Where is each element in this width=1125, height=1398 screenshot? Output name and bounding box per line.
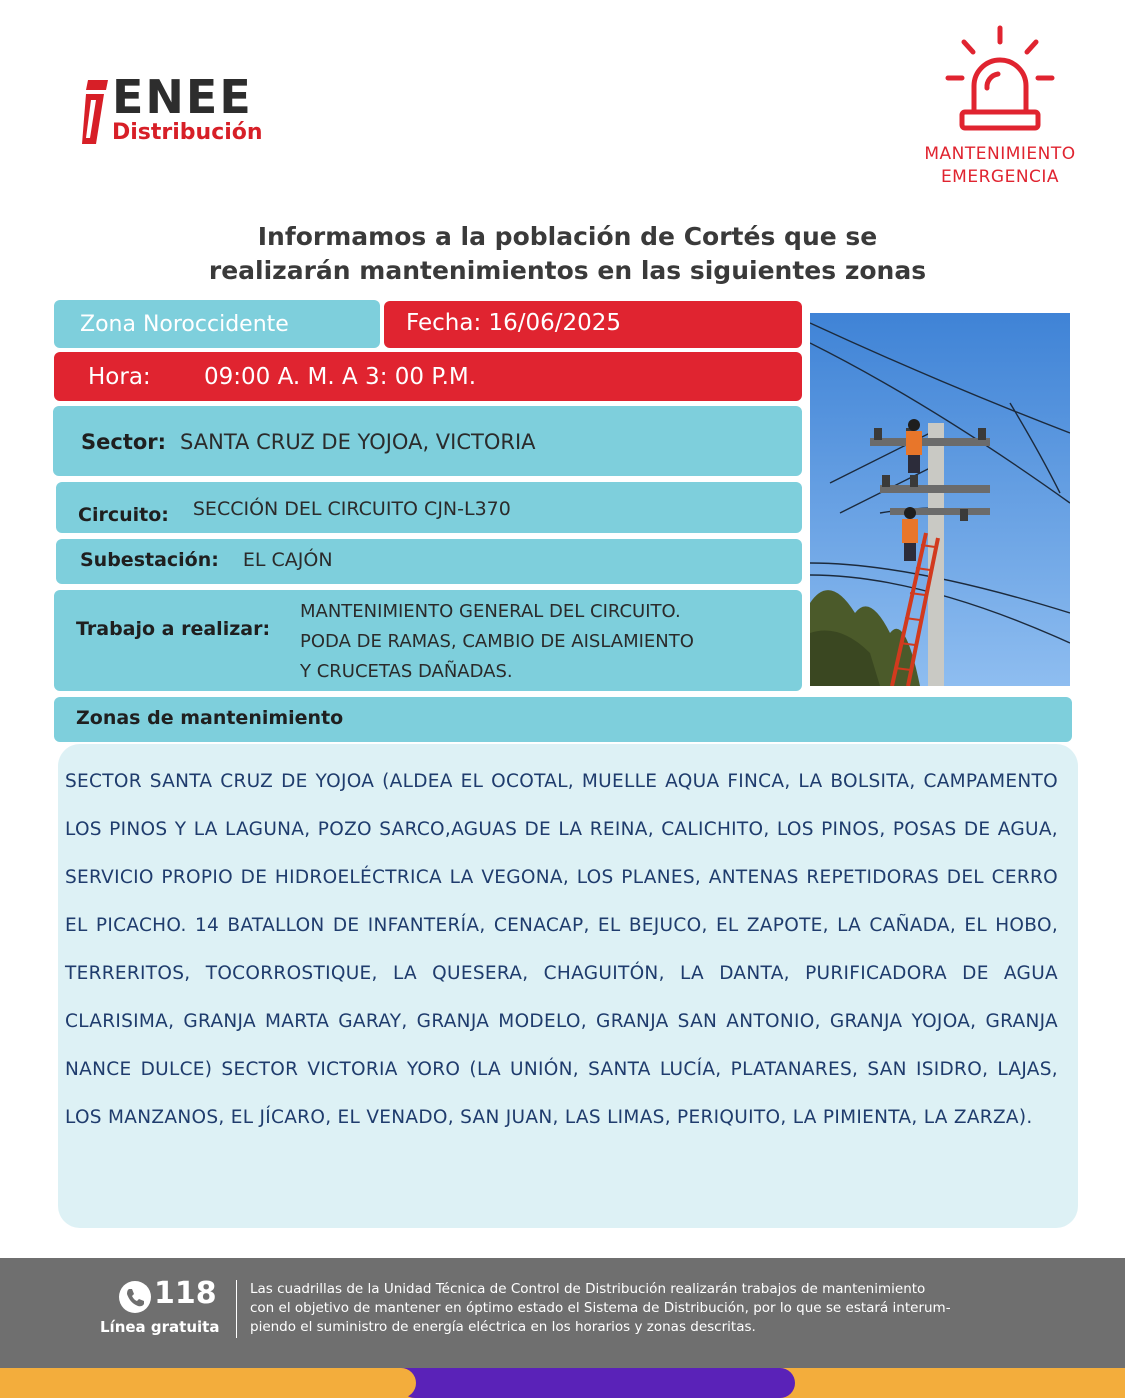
- zonas-list: [58, 744, 1078, 1228]
- enee-logo-mark-icon: [82, 80, 108, 144]
- sector-label: Sector:: [81, 430, 167, 454]
- footer-divider: [236, 1280, 237, 1338]
- footer-line: con el objetivo de mantener en óptimo estado el Sistema de Distribución, por lo que se estará interum-: [250, 1300, 951, 1316]
- subestacion-label: Subestación:: [80, 549, 219, 571]
- siren-icon: [940, 22, 1060, 137]
- trabajo-row: [54, 590, 802, 691]
- enee-logo: [82, 70, 312, 148]
- sector-row: [53, 406, 802, 476]
- circuito-label: Circuito:: [78, 504, 169, 526]
- bottom-stripe-accent: [400, 1368, 795, 1398]
- phone-label: Línea gratuita: [100, 1318, 220, 1336]
- emergency-label: [900, 143, 1100, 189]
- zonas-text: SECTOR SANTA CRUZ DE YOJOA (ALDEA EL OCOTAL, MUELLE AQUA FINCA, LA BOLSITA, CAMPAMENTO LOS PINOS Y LA LAGUNA, POZO SARCO,AGUAS DE LA REINA, CALICHITO, LOS PINOS, POSAS DE AGUA, SERVICIO PROPIO DE HIDROELÉCTRICA LA VEGONA, LOS PLANES, ANTENAS REPETIDORAS DEL CERRO EL PICACHO. 14 BATALLON DE INFANTERÍA, CENACAP, EL BEJUCO, EL ZAPOTE, LA CAÑADA, EL HOBO, TERRERITOS, TOCORROSTIQUE, LA QUESERA, CHAGUITÓN, LA DANTA, PURIFICADORA DE AGUA CLARISIMA, GRANJA MARTA GARAY, GRANJA MODELO, GRANJA SAN ANTONIO, GRANJA YOJOA, GRANJA NANCE DULCE) SECTOR VICTORIA YORO (LA UNIÓN, SANTA LUCÍA, PLATANARES, SAN ISIDRO, LAJAS, LOS MANZANOS, EL JÍCARO, EL VENADO, SAN JUAN, LAS LIMAS, PERIQUITO, LA PIMIENTA, LA ZARZA).: [65, 771, 1058, 1128]
- sector-value: SANTA CRUZ DE YOJOA, VICTORIA: [180, 430, 536, 454]
- trabajo-line: PODA DE RAMAS, CAMBIO DE AISLAMIENTO: [300, 631, 694, 652]
- circuito-value: SECCIÓN DEL CIRCUITO CJN-L370: [192, 498, 511, 520]
- footer-line: Las cuadrillas de la Unidad Técnica de Control de Distribución realizarán trabajos de mantenimiento: [250, 1281, 926, 1297]
- title-line1: Informamos a la población de Cortés que se: [257, 222, 878, 251]
- bottom-stripe-cap: [380, 1368, 416, 1398]
- trabajo-value: [300, 597, 694, 687]
- emergency-label-line2: EMERGENCIA: [940, 167, 1060, 187]
- zona-badge: Zona Noroccidente: [54, 300, 380, 348]
- linemen-photo: [810, 313, 1070, 686]
- footer-line: piendo el suministro de energía eléctrica en los horarios y zonas descritas.: [250, 1319, 756, 1335]
- hora-row: [54, 352, 802, 401]
- trabajo-label: Trabajo a realizar:: [76, 618, 271, 640]
- trabajo-line: Y CRUCETAS DAÑADAS.: [300, 661, 513, 682]
- footer: [0, 1258, 1125, 1368]
- page-title: [60, 220, 1075, 288]
- zonas-header: Zonas de mantenimiento: [54, 697, 1072, 742]
- footer-notice: [250, 1280, 1050, 1337]
- subestacion-row: [56, 539, 802, 584]
- hora-label: Hora:: [88, 364, 151, 390]
- title-line2: realizarán mantenimientos en las siguientes zonas: [208, 256, 927, 285]
- logo-word: ENEE: [112, 70, 253, 124]
- trabajo-line: MANTENIMIENTO GENERAL DEL CIRCUITO.: [300, 601, 681, 622]
- fecha-badge: Fecha: 16/06/2025: [384, 301, 802, 348]
- phone-icon: [118, 1280, 152, 1314]
- hora-value: 09:00 A. M. A 3: 00 P.M.: [204, 364, 477, 390]
- emergency-label-line1: MANTENIMIENTO: [924, 144, 1076, 164]
- circuito-row: [56, 482, 802, 533]
- subestacion-value: EL CAJÓN: [242, 549, 333, 571]
- phone-number: 118: [154, 1276, 217, 1311]
- logo-division: Distribución: [112, 120, 263, 145]
